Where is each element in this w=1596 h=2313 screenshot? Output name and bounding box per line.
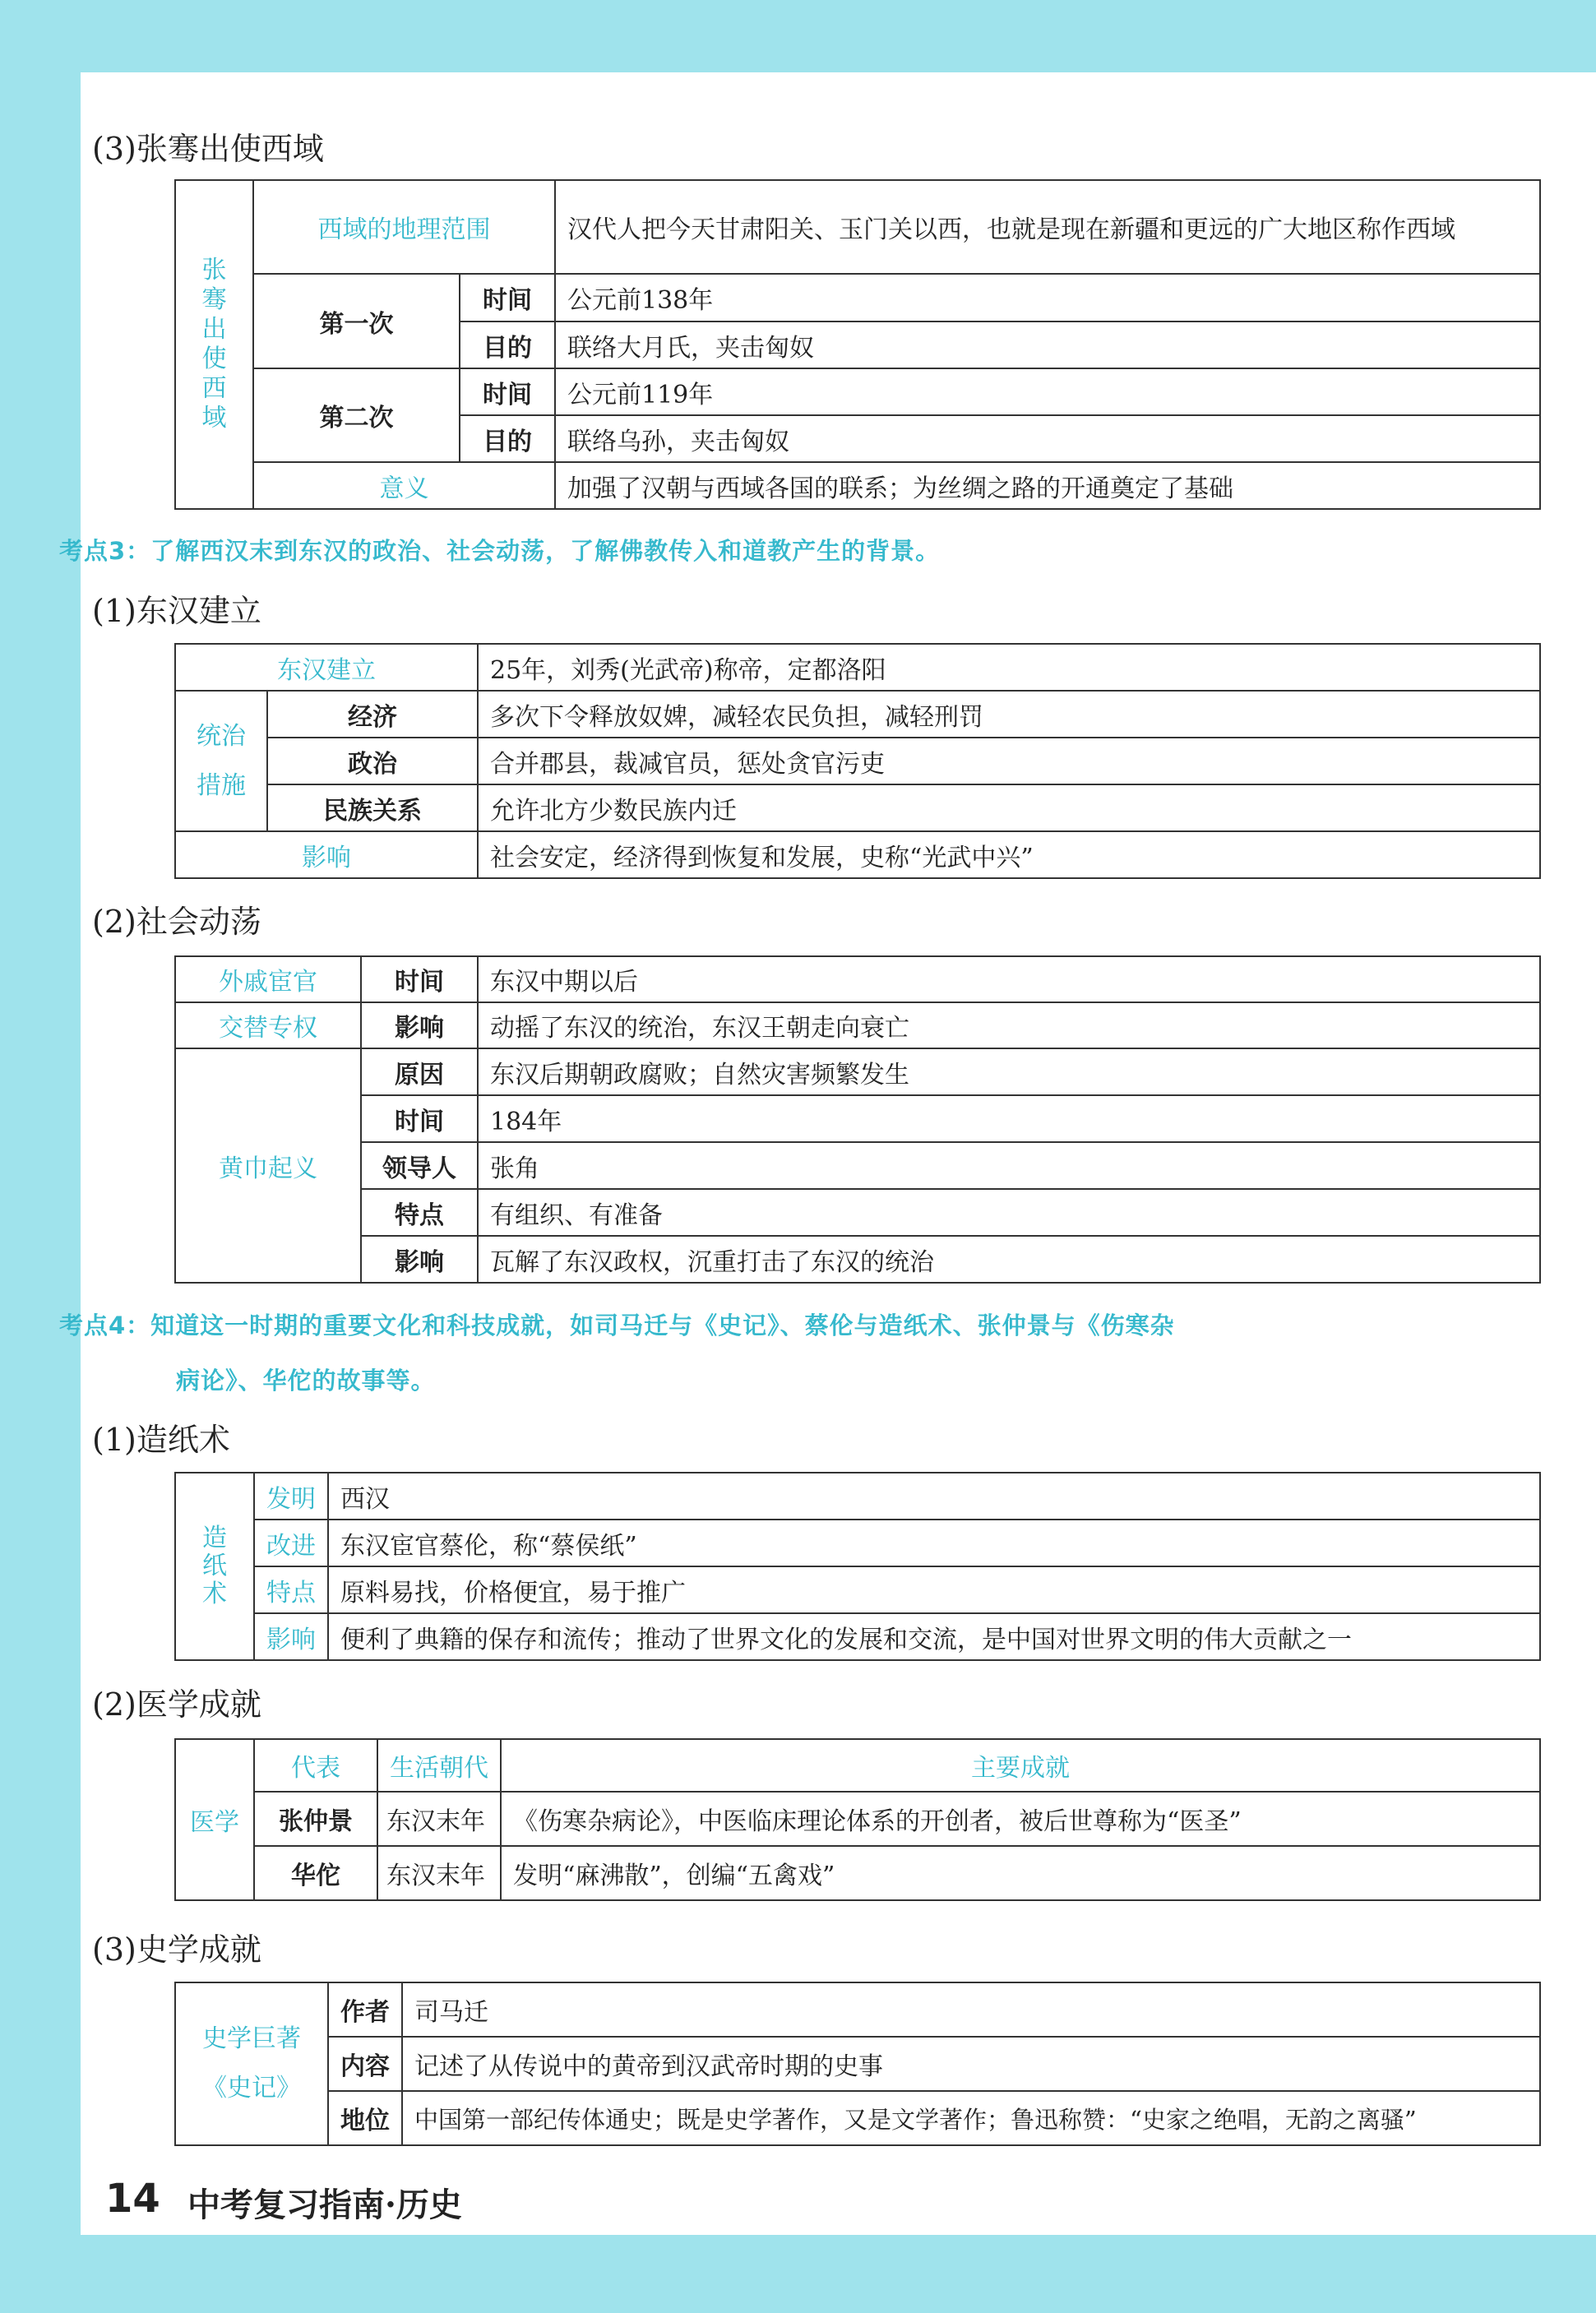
label-feature: 特点 <box>254 1566 328 1613</box>
label-influence: 影响 <box>361 1002 478 1048</box>
header-representative: 代表 <box>254 1739 377 1792</box>
label-status: 地位 <box>328 2091 402 2145</box>
label-politics: 政治 <box>267 738 478 784</box>
table-history <box>174 1982 1541 2146</box>
value-economy: 多次下令释放奴婢，减轻农民负担，减轻刑罚 <box>478 691 1540 738</box>
section-title-zhangqian: (3)张骞出使西域 <box>92 131 324 167</box>
table-medicine <box>174 1738 1541 1901</box>
label-invention: 发明 <box>254 1473 328 1520</box>
label-leader: 领导人 <box>361 1142 478 1189</box>
side-label-zhangqian: 张骞出使西域 <box>175 180 253 509</box>
side-label-history-a: 史学巨著 <box>202 2024 301 2053</box>
value-time-1: 公元前138年 <box>555 274 1540 322</box>
name-hua-tuo: 华佗 <box>254 1846 377 1900</box>
value-content: 记述了从传说中的黄帝到汉武帝时期的史事 <box>402 2037 1540 2091</box>
value-influence: 社会安定，经济得到恢复和发展，史称“光武中兴” <box>478 831 1540 878</box>
value-feature: 有组织、有准备 <box>478 1189 1540 1236</box>
value-author: 司马迁 <box>402 1982 1540 2037</box>
label-waiqi-a: 外戚宦官 <box>175 956 361 1002</box>
side-label-history-b: 《史记》 <box>202 2074 301 2103</box>
section-title-donghan: (1)东汉建立 <box>92 593 261 629</box>
value-politics: 合并郡县，裁减官员，惩处贪官污吏 <box>478 738 1540 784</box>
side-label-history <box>175 1982 328 2145</box>
key-point-4-line2: 病论》、华佗的故事等。 <box>176 1367 436 1395</box>
side-label-measures: 统治措施 <box>175 691 267 831</box>
value-purpose-1: 联络大月氏，夹击匈奴 <box>555 322 1540 368</box>
book-title: 中考复习指南·历史 <box>187 2186 462 2224</box>
label-cause: 原因 <box>361 1048 478 1095</box>
value-improvement: 东汉宦官蔡伦，称“蔡侯纸” <box>328 1520 1540 1566</box>
label-influence: 影响 <box>361 1236 478 1283</box>
value-purpose-2: 联络乌孙，夹击匈奴 <box>555 415 1540 462</box>
label-author: 作者 <box>328 1982 402 2037</box>
section-title-paper: (1)造纸术 <box>92 1422 230 1458</box>
value-feature: 原料易找，价格便宜，易于推广 <box>328 1566 1540 1613</box>
side-label-paper: 造纸术 <box>175 1473 254 1660</box>
key-point-3: 考点3：了解西汉末到东汉的政治、社会动荡，了解佛教传入和道教产生的背景。 <box>59 537 941 565</box>
table-zhangqian <box>174 179 1541 510</box>
era-zhang-zhongjing: 东汉末年 <box>377 1792 501 1846</box>
table-donghan <box>174 643 1541 879</box>
label-waiqi-b: 交替专权 <box>175 1002 361 1048</box>
value-geo: 汉代人把今天甘肃阳关、玉门关以西，也就是现在新疆和更远的广大地区称作西域 <box>555 180 1540 274</box>
label-yellow-turban: 黄巾起义 <box>175 1048 361 1283</box>
value-influence-2: 瓦解了东汉政权，沉重打击了东汉的统治 <box>478 1236 1540 1283</box>
value-influence: 便利了典籍的保存和流传；推动了世界文化的发展和交流，是中国对世界文明的伟大贡献之一 <box>328 1613 1540 1660</box>
label-time: 时间 <box>460 368 555 415</box>
label-purpose: 目的 <box>460 415 555 462</box>
label-influence: 影响 <box>175 831 478 878</box>
label-time: 时间 <box>460 274 555 322</box>
value-cause: 东汉后期朝政腐败；自然灾害频繁发生 <box>478 1048 1540 1095</box>
value-time-2: 公元前119年 <box>555 368 1540 415</box>
label-first-mission: 第一次 <box>253 274 460 368</box>
section-title-history: (3)史学成就 <box>92 1931 261 1968</box>
label-influence: 影响 <box>254 1613 328 1660</box>
label-time: 时间 <box>361 956 478 1002</box>
name-zhang-zhongjing: 张仲景 <box>254 1792 377 1846</box>
value-establishment: 25年，刘秀(光武帝)称帝，定都洛阳 <box>478 644 1540 691</box>
label-improvement: 改进 <box>254 1520 328 1566</box>
label-second-mission: 第二次 <box>253 368 460 462</box>
label-feature: 特点 <box>361 1189 478 1236</box>
table-paper <box>174 1472 1541 1661</box>
value-time-1: 东汉中期以后 <box>478 956 1540 1002</box>
label-purpose: 目的 <box>460 322 555 368</box>
value-status: 中国第一部纪传体通史；既是史学著作，又是文学著作；鲁迅称赞：“史家之绝唱，无韵之离骚” <box>402 2091 1540 2145</box>
section-title-unrest: (2)社会动荡 <box>92 904 261 940</box>
value-influence-1: 动摇了东汉的统治，东汉王朝走向衰亡 <box>478 1002 1540 1048</box>
era-hua-tuo: 东汉末年 <box>377 1846 501 1900</box>
side-label-medicine: 医学 <box>175 1739 254 1900</box>
label-geo: 西域的地理范围 <box>253 180 555 274</box>
header-era: 生活朝代 <box>377 1739 501 1792</box>
achievement-zhang-zhongjing: 《伤寒杂病论》，中医临床理论体系的开创者，被后世尊称为“医圣” <box>501 1792 1540 1846</box>
label-time: 时间 <box>361 1095 478 1142</box>
achievement-hua-tuo: 发明“麻沸散”，创编“五禽戏” <box>501 1846 1540 1900</box>
value-invention: 西汉 <box>328 1473 1540 1520</box>
value-leader: 张角 <box>478 1142 1540 1189</box>
value-significance: 加强了汉朝与西域各国的联系；为丝绸之路的开通奠定了基础 <box>555 462 1540 509</box>
table-unrest <box>174 955 1541 1284</box>
section-title-medicine: (2)医学成就 <box>92 1686 261 1723</box>
page-number: 14 <box>105 2176 160 2222</box>
label-ethnic: 民族关系 <box>267 784 478 831</box>
label-establishment: 东汉建立 <box>175 644 478 691</box>
value-time-2: 184年 <box>478 1095 1540 1142</box>
label-significance: 意义 <box>253 462 555 509</box>
value-ethnic: 允许北方少数民族内迁 <box>478 784 1540 831</box>
header-achievement: 主要成就 <box>501 1739 1540 1792</box>
label-economy: 经济 <box>267 691 478 738</box>
label-content: 内容 <box>328 2037 402 2091</box>
key-point-4-line1: 考点4：知道这一时期的重要文化和科技成就，如司马迁与《史记》、蔡伦与造纸术、张仲景与《伤寒杂 <box>59 1311 1175 1339</box>
